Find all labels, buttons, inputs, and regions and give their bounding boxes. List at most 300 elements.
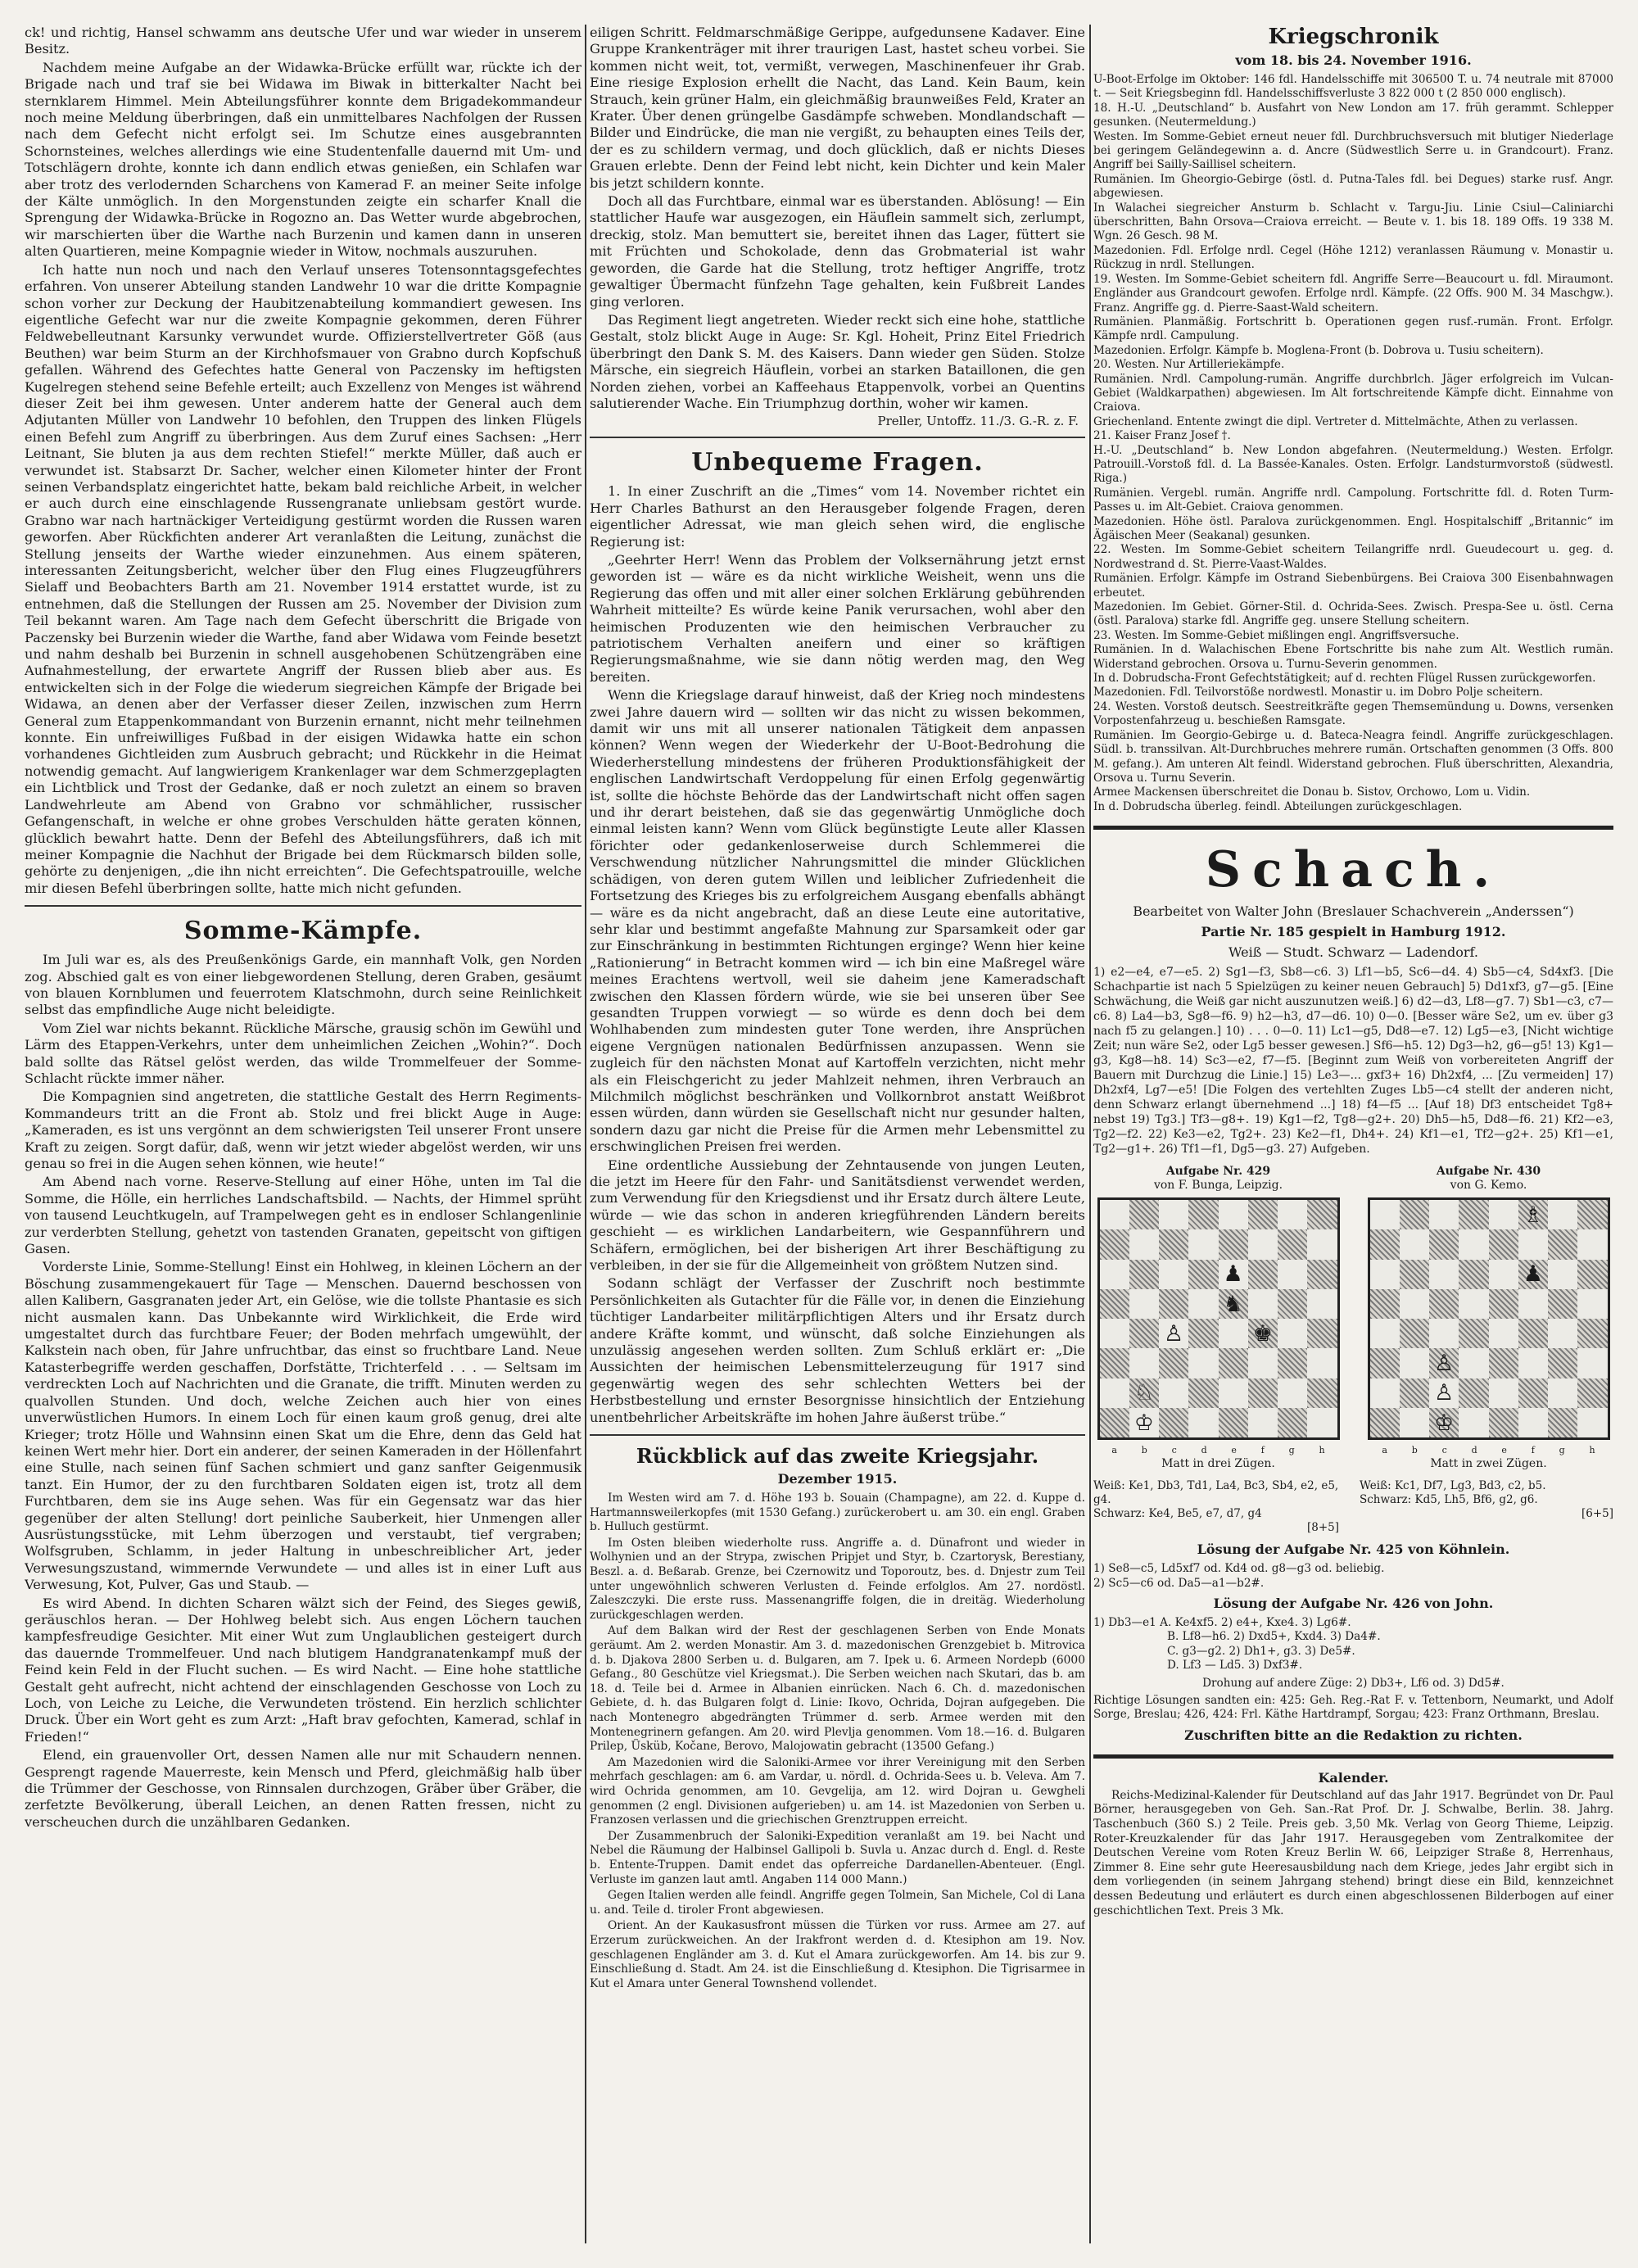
board-square — [1188, 1260, 1218, 1289]
chronicle-entry: 18. H.-U. „Deutschland“ b. Ausfahrt von New London am 17. früh gerammt. Schlepper gesunken. (Neutermeldung.) — [1093, 101, 1613, 129]
board-square — [1429, 1289, 1459, 1319]
chess-piece — [1548, 1229, 1577, 1259]
chess-piece — [1370, 1348, 1400, 1378]
chronicle-entry: Rumänien. Im Georgio-Gebirge u. d. Bateca-Neagra feindl. Angriffe zurückgeschlagen. Südl. b. transsilvan. Alt-Durchbruches mehrere rumän. Ortschaften genommen (3 Offs. 800 M. gefang.). Am unteren Alt feindl. Widerstand gebrochen. Fluß überschritten, Alexandria, Orsova u. Turnu Severin. — [1093, 728, 1613, 785]
chess-piece — [1307, 1200, 1337, 1229]
chess-piece — [1400, 1378, 1429, 1408]
problem-black: Schwarz: Ke4, Be5, e7, d7, g4 — [1093, 1507, 1262, 1521]
board-square — [1248, 1289, 1278, 1319]
chronicle-entry: Rumänien. Planmäßig. Fortschritt b. Operationen gegen rusf.-rumän. Front. Erfolgr. Kämpfe nrdl. Campulung. — [1093, 315, 1613, 343]
board-square — [1188, 1200, 1218, 1229]
paragraph: Auf dem Balkan wird der Rest der geschlagenen Serben von Ende Monats geräumt. Am 2. werden Monastir. Am 3. d. mazedonischen Grenzgebiet b. Mitrovica d. b. Djakova 2800 Serben u. d. Bulgaren, am 7. Ipek u. 6. Armeen Nordepb (6000 Gefang., 80 Geschütze viel Kriegsmat.). Die Serben weichen nach Skutari, das b. am 18. d. Teile bei d. Armee in Albanien einrücken. Nach 6. Ch. d. mazedonischen Gebiete, d. h. das Bulgaren folgt d. Linie: Ikovo, Ochrida, Dojran aufgegeben. Die nach Montenegro abgedrängten Trümmer d. serb. Armee werden mit den Montenegrinern gefangen. Am 20. wird Plevlja genommen. Vom 18.—16. d. Bulgaren Prilep, Üsküb, Kočane, Berovo, Malojowatin gebracht (13500 Gefang.) — [590, 1624, 1085, 1754]
file-label: f — [1531, 1445, 1535, 1456]
board-square — [1100, 1348, 1129, 1378]
board-square — [1370, 1229, 1400, 1259]
paragraph: Die Kompagnien sind angetreten, die stattliche Gestalt des Herrn Regiments-Kommandeurs tritt an die Front ab. Stolz und frei blickt Auge in Auge: „Kameraden, es ist uns vergönnt an dem schwierigsten Teil unserer Front unsere Kraft zu zeigen. Sorgt dafür, daß, wenn wir jetzt wieder abgelöst werden, wir uns genau so frei in die Augen sehen können, wie heute!“ — [25, 1089, 581, 1171]
board-square — [1400, 1260, 1429, 1289]
solution-line: 1) Se8—c5, Ld5xf7 od. Kd4 od. g8—g3 od. beliebig. — [1093, 1562, 1385, 1576]
board-square — [1370, 1408, 1400, 1437]
board-square — [1219, 1260, 1248, 1289]
chess-piece — [1577, 1319, 1607, 1348]
chess-piece — [1129, 1260, 1159, 1289]
board-square — [1459, 1229, 1488, 1259]
board-square — [1577, 1348, 1607, 1378]
board-square — [1219, 1200, 1248, 1229]
chess-piece — [1278, 1289, 1307, 1319]
board-files — [1100, 1443, 1337, 1457]
paragraph: Vorderste Linie, Somme-Stellung! Einst ein Hohlweg, in kleinen Löchern an der Böschung zusammengekauert für Tage — Menschen. Dauernd beschossen von allen Kalibern, Gasgranaten jeder Art, ein Gelöse, wie die tollste Phantasie es sich nicht ausmalen kann. Das Unbekannte wird Wirklichkeit, die Erde wird umgestaltet durch das furchtbare Feuer; der Boden mehrfach umgewühlt, der Kalkstein nach oben, für Jahre unfruchtbar, das einst so fruchtbare Land. Neue Katasterbegriffe werden geschaffen, Dorfstätte, Trichterfeld . . . — Seltsam im verdreckten Loch auf Nachrichten und die Granate, die trifft. Minuten werden zu qualvollen Stunden. Und doch, welche Zeichen auch hier von eines unverwüstlichen Humors. In einem Loch für einen kaum groß genug, drei alte Krieger; trotz Hölle und Wahnsinn einen Skat um die Ehre, denn das Geld hat keinen Wert mehr hier. Dort ein anderer, der seinen Kameraden in der Höllenfahrt eine Stulle, nach seinen fünf Sachen schmiert und ganz sanfter Geigenmusik tanzt. Ein Humor, der zu den furchtbaren Soldaten eigen ist, trotz all dem Furchtbaren, dem sie ins Auge sehen. Was für ein Gegensatz war das hier gegenüber der alten Stellung! dort peinliche Sauberkeit, hier Unmengen aller Ausrüstungsstücke, mit Lehm überzogen und verstaubt, tief vergraben; Wolfsgruben, Schlamm, in jeder Haltung in unbeschreiblicher Art, jeder Verwesungszustand, wimmernde Verwundete — und alles ist in einer Luft aus Verwesung, Kot, Pulver, Gas und Staub. — — [25, 1259, 581, 1593]
board-square — [1370, 1378, 1400, 1408]
chess-piece — [1307, 1289, 1337, 1319]
section-heading: Rückblick auf das zweite Kriegsjahr. — [636, 1444, 1039, 1469]
chess-piece — [1219, 1229, 1248, 1259]
board-square — [1219, 1378, 1248, 1408]
board-square — [1159, 1408, 1188, 1437]
chronicle-entry: Mazedonien. Höhe östl. Paralova zurückgenommen. Engl. Hospitalschiff „Britannic“ im Ägäischen Meer (Seakanal) gesunken. — [1093, 514, 1613, 542]
divider — [25, 905, 581, 907]
chess-piece — [1577, 1289, 1607, 1319]
file-label: g — [1288, 1445, 1295, 1456]
file-label: a — [1111, 1445, 1117, 1456]
problem-task: Matt in drei Zügen. — [1161, 1457, 1275, 1471]
board-square — [1518, 1200, 1548, 1229]
board-square — [1129, 1378, 1159, 1408]
divider — [1093, 826, 1613, 830]
chess-piece — [1400, 1348, 1429, 1378]
board-square — [1400, 1408, 1429, 1437]
chess-piece — [1400, 1289, 1429, 1319]
chess-piece — [1459, 1319, 1488, 1348]
problem-white: Weiß: Ke1, Db3, Td1, La4, Bc3, Sb4, e2, e5, g4. — [1093, 1479, 1339, 1507]
chronicle-entry: In Walachei siegreicher Ansturm b. Schlacht v. Targu-Jiu. Linie Csiul—Caliniarchi überschritten, Bahn Orsova—Craiova erreicht. — Beute v. 1. bis 18. 189 Offs. 19 338 M. Wgn. 26 Gesch. 98 M. — [1093, 201, 1613, 243]
chronicle-entry: Armee Mackensen überschreitet die Donau b. Sistov, Orchowo, Lom u. Vidin. — [1093, 785, 1531, 799]
chess-piece — [1548, 1200, 1577, 1229]
chess-piece — [1459, 1378, 1488, 1408]
board-square — [1548, 1260, 1577, 1289]
chess-piece — [1219, 1200, 1248, 1229]
chronicle-entry: Rumänien. Erfolgr. Kämpfe im Ostrand Siebenbürgens. Bei Craiova 300 Eisenbahnwagen erbeutet. — [1093, 572, 1613, 600]
contact-note: Zuschriften bitte an die Redaktion zu richten. — [1184, 1727, 1523, 1743]
board-square — [1219, 1348, 1248, 1378]
board-square — [1307, 1348, 1337, 1378]
chronicle-list — [1093, 73, 1613, 814]
board-square — [1459, 1408, 1488, 1437]
chess-piece: ♟ — [1523, 1261, 1543, 1288]
chess-piece: ♘ — [1133, 1380, 1154, 1406]
chess-piece — [1429, 1200, 1459, 1229]
problem-title: Aufgabe Nr. 429 — [1165, 1165, 1271, 1179]
chess-piece — [1100, 1289, 1129, 1319]
paragraph: eiligen Schritt. Feldmarschmäßige Gerippe, aufgedunsene Kadaver. Eine Gruppe Krankenträger mit ihrer traurigen Last, hastet scheu vorbei. Sie kommen nicht weit, tot, vermißt, verwegen, Maschinenfeuer ihr Grab. Eine riesige Explosion erhellt die Nacht, das Land. Kein Baum, kein Strauch, kein grüner Halm, ein gleichmäßig braunweißes Feld, Krater an Krater. Über denen grüngelbe Gasdämpfe schweben. Mondlandschaft — Bilder und Eindrücke, die man nie vergißt, zu behaupten eines Teils der, der es zu schildern vermag, und doch glücklich, daß er nichts Dieses Grauen erlebte. Denn der Feind lebt nicht, kein Dichter und kein Maler bis jetzt schildern konnte. — [590, 25, 1085, 191]
board-square — [1370, 1319, 1400, 1348]
paragraph: „Geehrter Herr! Wenn das Problem der Volksernährung jetzt ernst geworden ist — wäre es da nicht wirkliche Weisheit, wenn uns die Regierung das offen und mit aller einer solchen Erklärung gebührenden Wahrheit mitteilte? Es würde keine Panik verursachen, wohl aber den heimischen Produzenten wie den heimischen Verbraucher zu patriotischem Verhalten aneifern und einer so kräftigen Regierungsmaßnahme, wie sie dann nötig werden mag, den Weg bereiten. — [590, 551, 1085, 685]
board-square — [1100, 1378, 1129, 1408]
board-square — [1370, 1260, 1400, 1289]
chess-piece — [1459, 1348, 1488, 1378]
board-square — [1129, 1200, 1159, 1229]
chess-piece — [1370, 1408, 1400, 1437]
chess-piece — [1577, 1260, 1607, 1289]
board-square — [1459, 1378, 1488, 1408]
board-square — [1489, 1229, 1518, 1259]
chess-piece — [1370, 1229, 1400, 1259]
chess-piece: ♗ — [1523, 1202, 1543, 1228]
file-label: c — [1171, 1445, 1177, 1456]
section-subheading: Dezember 1915. — [777, 1471, 898, 1487]
calendar-text: Reichs-Medizinal-Kalender für Deutschland auf das Jahr 1917. Begründet von Dr. Paul Börner, herausgegeben von Geh. San.-Rat Prof. Dr. J. Schwalbe, Berlin. 38. Jahrg. Taschenbuch (360 S.) 2 Teile. Preis geb. 3,50 Mk. Verlag von Georg Thieme, Leipzig. Roter-Kreuzkalender für das Jahr 1917. Herausgegeben vom Zentralkomitee der Deutschen Vereine vom Roten Kreuz Berlin W. 66, Leipziger Straße 8, Herrenhaus, Zimmer 8. Eine sehr gute Heeresausbildung nach dem Kriege, jedes Jahr ergibt sich in dem vorliegenden (in seinem Jahrgang stehend) bringt diese ein Bild, kennzeichnet dessen Bedeutung und erläutert es durch einen abgeschlossenen Bilderbogen auf einer geschichtlichen Text. Preis 3 Mk. — [1093, 1788, 1613, 1917]
board-square — [1248, 1319, 1278, 1348]
board-square — [1489, 1319, 1518, 1348]
board-square — [1307, 1289, 1337, 1319]
chess-piece — [1429, 1289, 1459, 1319]
section-heading: Somme-Kämpfe. — [183, 917, 423, 946]
board-square — [1188, 1319, 1218, 1348]
chess-piece — [1548, 1378, 1577, 1408]
paragraph: Vom Ziel war nichts bekannt. Rückliche Märsche, grausig schön im Gewühl und Lärm des Etappen-Verkehrs, unter dem unheimlichen Zeichen „Wohin?“. Doch bald sollte das Rätsel gelöst werden, das wilde Trommelfeuer der Somme-Schlacht rückte immer näher. — [25, 1020, 581, 1086]
paragraph: Elend, ein grauenvoller Ort, dessen Namen alle nur mit Schaudern nennen. Gesprengt ragende Mauerreste, kein Mensch und Pferd, gleichmäßig halb über die Trümmer der Geschosse, von Rinnsalen durchzogen, Gräber über Gräber, die zerfetzte Bevölkerung, überall Leichen, an denen Ratten fressen, nicht zu verscheuchen durch die unzählbaren Gedanken. — [25, 1747, 581, 1830]
paragraph: Gegen Italien werden alle feindl. Angriffe gegen Tolmein, San Michele, Col di Lana u. and. Teile d. tiroler Front abgewiesen. — [590, 1889, 1085, 1917]
game-players: Weiß — Studt. Schwarz — Ladendorf. — [1228, 944, 1478, 961]
paragraph: Der Zusammenbruch der Saloniki-Expedition veranlaßt am 19. bei Nacht und Nebel die Räumung der Halbinsel Gallipoli b. Suvla u. Anzac durch d. Engl. d. Reste b. Entente-Truppen. Damit endet das opferreiche Dardanellen-Abenteuer. (Engl. Verluste im ganzen laut amtl. Angaben 114 000 Mann.) — [590, 1829, 1085, 1886]
file-label: h — [1319, 1445, 1325, 1456]
chess-piece: ♙ — [1164, 1320, 1184, 1347]
chess-piece — [1370, 1319, 1400, 1348]
chess-piece — [1307, 1260, 1337, 1289]
chess-piece — [1370, 1289, 1400, 1319]
board-square — [1188, 1408, 1218, 1437]
chessboard-429 — [1097, 1197, 1340, 1440]
board-square — [1307, 1200, 1337, 1229]
chronicle-entry: Rumänien. In d. Walachischen Ebene Fortschritte bis nahe zum Alt. Westlich rumän. Widerstand gebrochen. Orsova u. Turnu-Severin genommen. — [1093, 643, 1613, 671]
board-square — [1459, 1289, 1488, 1319]
chess-piece: ♟ — [1223, 1261, 1243, 1288]
paragraph: Am Mazedonien wird die Saloniki-Armee vor ihrer Vereinigung mit den Serben mehrfach geschlagen: am 6. am Vardar, u. nördl. d. Ochrida-Sees u. b. Veleva. Am 7. wird Ochrida genommen, am 10. Gevgelija, am 12. wird Dojran u. Gewgheli genommen (2 engl. Divisionen aufgerieben) u. am 14. ist Mazedonien von Serben u. Franzosen verlassen und die griechischen Grenztruppen erreicht. — [590, 1755, 1085, 1827]
problem-task: Matt in zwei Zügen. — [1430, 1457, 1547, 1471]
board-square — [1100, 1260, 1129, 1289]
piece-count: [8+5] — [1306, 1521, 1339, 1535]
board-square — [1159, 1200, 1188, 1229]
board-square — [1219, 1229, 1248, 1259]
chess-piece — [1489, 1289, 1518, 1319]
chess-piece — [1278, 1229, 1307, 1259]
chess-piece — [1370, 1378, 1400, 1408]
board-square — [1188, 1378, 1218, 1408]
chronicle-entry: 22. Westen. Im Somme-Gebiet scheitern Teilangriffe nrdl. Gueudecourt u. geg. d. Nordwestrand d. St. Pierre-Vaast-Waldes. — [1093, 543, 1613, 571]
chess-piece — [1429, 1319, 1459, 1348]
board-square — [1577, 1408, 1607, 1437]
chronicle-entry: Griechenland. Entente zwingt die dipl. Vertreter d. Mittelmächte, Athen zu verlassen. — [1093, 414, 1578, 428]
board-square — [1400, 1348, 1429, 1378]
board-square — [1489, 1348, 1518, 1378]
board-square — [1129, 1229, 1159, 1259]
board-square — [1159, 1260, 1188, 1289]
board-square — [1248, 1408, 1278, 1437]
chess-piece — [1518, 1289, 1548, 1319]
board-square — [1489, 1260, 1518, 1289]
chess-piece: ♞ — [1223, 1291, 1243, 1317]
board-square — [1370, 1348, 1400, 1378]
problem-author: von F. Bunga, Leipzig. — [1153, 1179, 1283, 1193]
chess-piece — [1159, 1348, 1188, 1378]
board-square — [1248, 1378, 1278, 1408]
paragraph: Eine ordentliche Aussiebung der Zehntausende von jungen Leuten, die jetzt im Heere für den Fahr- und Sanitätsdienst verwendet werden, zum Verwendung für den Kriegsdienst und ihr Ersatz durch ältere Leute, würde — wie das schon in anderen kriegführenden Ländern bereits geschieht — es wirklichen Landarbeitern, wie Gespannführern und Schäfern, ermöglichen, bei der bisherigen Art ihrer Beschäftigung zu verbleiben, in der sie für die Allgemeinheit von größtem Nutzen sind. — [590, 1157, 1085, 1274]
board-square — [1429, 1200, 1459, 1229]
chess-piece — [1518, 1229, 1548, 1259]
chronicle-entry: Westen. Im Somme-Gebiet erneut neuer fdl. Durchbruchsversuch mit blutiger Niederlage bei geringem Geländegewinn a. d. Ancre (Südwestlich Serre u. in Grandcourt). Franz. Angriff bei Sailly-Saillisel scheitern. — [1093, 129, 1613, 172]
chessboard-430 — [1368, 1197, 1610, 1440]
board-square — [1577, 1378, 1607, 1408]
board-square — [1278, 1408, 1307, 1437]
chess-piece — [1188, 1260, 1218, 1289]
chronicle-title: Kriegschronik — [1268, 25, 1439, 49]
chess-piece — [1100, 1408, 1129, 1437]
chronicle-entry: U-Boot-Erfolge im Oktober: 146 fdl. Handelsschiffe mit 306500 T. u. 74 neutrale mit 87000 t. — Seit Kriegsbeginn fdl. Handelsschiffsverluste 3 822 000 t (2 850 000 englisch). — [1093, 73, 1613, 101]
chronicle-entry: Rumänien. Im Gheorgio-Gebirge (östl. d. Putna-Tales fdl. bei Degues) starke rusf. Angr. abgewiesen. — [1093, 172, 1613, 201]
board-square — [1159, 1229, 1188, 1259]
chess-piece — [1100, 1319, 1129, 1348]
chess-piece — [1188, 1378, 1218, 1408]
chess-piece — [1188, 1200, 1218, 1229]
solution-line: C. g3—g2. 2) Dh1+, g3. 3) De5#. — [1167, 1644, 1355, 1658]
file-label: d — [1201, 1445, 1207, 1456]
paragraph: Am Abend nach vorne. Reserve-Stellung auf einer Höhe, unten im Tal die Somme, die Hölle, ein herrliches Landschaftsbild. — Nachts, der Himmel sprüht von tausend Leuchtkugeln, auf Trampelwegen geht es in endloser Schlangenlinie zur verderbten Stellung, gehetzt von tastenden Granaten, gepeitscht von giftigen Gasen. — [25, 1174, 581, 1257]
chess-piece — [1219, 1408, 1248, 1437]
board-square — [1429, 1319, 1459, 1348]
board-square — [1307, 1229, 1337, 1259]
board-square — [1307, 1378, 1337, 1408]
chess-piece — [1159, 1378, 1188, 1408]
board-square — [1159, 1289, 1188, 1319]
chess-piece — [1489, 1200, 1518, 1229]
chess-piece — [1489, 1348, 1518, 1378]
paragraph: Im Osten bleiben wiederholte russ. Angriffe a. d. Dünafront und wieder in Wolhynien und an der Strypa, zwischen Pripjet und Styr, b. Czartorysk, Berestiany, Beszl. a. d. Beßarab. Grenze, bei Czernowitz und Toporoutz, bes. d. Dnjestr zum Teil unter ungewöhnlich schweren Verlusten d. Feinde erfolglos. Am 27. nordöstl. Zaleszczyki. Die erste russ. Massenangriffe folgen, die in dreitäg. Wiederholung zurückgeschlagen werden. — [590, 1536, 1085, 1622]
board-files — [1370, 1443, 1608, 1457]
chess-piece — [1100, 1378, 1129, 1408]
board-square — [1219, 1319, 1248, 1348]
board-square — [1248, 1200, 1278, 1229]
board-square — [1248, 1348, 1278, 1378]
chess-piece — [1577, 1408, 1607, 1437]
chess-piece — [1489, 1319, 1518, 1348]
board-square — [1577, 1260, 1607, 1289]
chess-piece — [1129, 1348, 1159, 1378]
solution-line: 1) Db3—e1 A. Ke4xf5. 2) e4+, Kxe4. 3) Lg6#. — [1093, 1615, 1351, 1629]
chess-piece — [1159, 1229, 1188, 1259]
chronicle-entry: Mazedonien. Fdl. Erfolge nrdl. Cegel (Höhe 1212) veranlassen Räumung v. Monastir u. Rückzug in nrdl. Stellungen. — [1093, 243, 1613, 272]
board-square — [1248, 1260, 1278, 1289]
board-square — [1188, 1348, 1218, 1378]
board-square — [1548, 1229, 1577, 1259]
chronicle-entry: Rumänien. Nrdl. Campolung-rumän. Angriffe durchbrlch. Jäger erfolgreich im Vulcan-Gebiet (Waldkarpathen) abgewiesen. Im Alt fortschreitende Kämpfe dicht. Einnahme von Craiova. — [1093, 372, 1613, 414]
chess-piece — [1307, 1319, 1337, 1348]
chess-piece — [1459, 1200, 1488, 1229]
chess-piece — [1219, 1319, 1248, 1348]
chess-piece — [1248, 1289, 1278, 1319]
chess-piece — [1459, 1229, 1488, 1259]
chess-piece — [1278, 1319, 1307, 1348]
chess-piece — [1307, 1408, 1337, 1437]
chronicle-entry: Mazedonien. Im Gebiet. Görner-Stil. d. Ochrida-Sees. Zwisch. Prespa-See u. östl. Cerna (östl. Paralova) starke fdl. Angriffe geg. unsere Stellung scheitern. — [1093, 600, 1613, 628]
board-square — [1429, 1378, 1459, 1408]
board-square — [1400, 1289, 1429, 1319]
chess-piece — [1518, 1408, 1548, 1437]
chess-piece — [1400, 1200, 1429, 1229]
chess-piece — [1489, 1260, 1518, 1289]
divider — [1093, 1754, 1613, 1759]
file-label: f — [1260, 1445, 1265, 1456]
chess-piece — [1219, 1378, 1248, 1408]
board-square — [1400, 1200, 1429, 1229]
chess-piece — [1518, 1378, 1548, 1408]
chess-piece — [1278, 1260, 1307, 1289]
chess-title: Schach. — [1205, 841, 1502, 899]
board-square — [1129, 1319, 1159, 1348]
chronicle-entry: In d. Dobrudscha-Front Gefechtstätigkeit; auf d. rechten Flügel Russen zurückgeworfen. — [1093, 672, 1596, 686]
board-square — [1159, 1378, 1188, 1408]
board-square — [1518, 1260, 1548, 1289]
threat-line: Drohung auf andere Züge: 2) Db3+, Lf6 od. 3) Dd5#. — [1202, 1676, 1505, 1690]
chess-piece — [1159, 1408, 1188, 1437]
board-square — [1278, 1348, 1307, 1378]
chess-piece — [1159, 1200, 1188, 1229]
board-square — [1188, 1289, 1218, 1319]
chess-piece — [1489, 1408, 1518, 1437]
board-square — [1100, 1319, 1129, 1348]
file-label: a — [1382, 1445, 1387, 1456]
board-square — [1100, 1408, 1129, 1437]
chess-piece — [1188, 1289, 1218, 1319]
chess-piece — [1459, 1260, 1488, 1289]
chess-piece — [1577, 1200, 1607, 1229]
file-label: b — [1411, 1445, 1418, 1456]
board-square — [1429, 1348, 1459, 1378]
board-square — [1548, 1319, 1577, 1348]
chess-piece — [1400, 1319, 1429, 1348]
chess-piece — [1548, 1260, 1577, 1289]
board-square — [1278, 1319, 1307, 1348]
board-square — [1159, 1319, 1188, 1348]
chess-piece — [1577, 1378, 1607, 1408]
board-square — [1429, 1260, 1459, 1289]
solution-title: Lösung der Aufgabe Nr. 426 von John. — [1213, 1595, 1494, 1611]
paragraph: Sodann schlägt der Verfasser der Zuschrift noch bestimmte Persönlichkeiten als Gutachter für die Fälle vor, in denen die Einziehung tüchtiger Landarbeiter militärpflichtigen Alters und ihr Ersatz durch andere Kräfte kommt, und wünscht, daß solche Einziehungen als unzulässig angesehen werden sollten. Zum Schluß erklärt er: „Die Aussichten der heimischen Lebensmittelerzeugung für 1917 sind gegenwärtig wegen des sehr schlechten Wetters bei der Herbstbestellung und ernster Besorgnisse hinsichtlich der Entziehung unentbehrlicher Arbeitskräfte im hohen Jahre äußerst trübe.“ — [590, 1275, 1085, 1425]
board-square — [1459, 1319, 1488, 1348]
chess-piece — [1307, 1348, 1337, 1378]
chronicle-entry: 24. Westen. Vorstoß deutsch. Seestreitkräfte gegen Themsemündung u. Downs, versenken Vorpostenfahrzeug u. beschießen Ramsgate. — [1093, 699, 1613, 728]
column-rule — [1089, 25, 1091, 2243]
chess-piece — [1370, 1200, 1400, 1229]
chess-piece — [1307, 1378, 1337, 1408]
board-square — [1129, 1348, 1159, 1378]
problem-author: von G. Kemo. — [1450, 1179, 1527, 1193]
board-square — [1577, 1229, 1607, 1259]
chess-piece — [1429, 1229, 1459, 1259]
board-square — [1219, 1408, 1248, 1437]
board-square — [1489, 1408, 1518, 1437]
chronicle-entry: Rumänien. Vergebl. rumän. Angriffe nrdl. Campolung. Fortschritte fdl. d. Roten Turm-Passes u. im Alt-Gebiet. Craiova genommen. — [1093, 486, 1613, 514]
board-square — [1278, 1229, 1307, 1259]
chess-piece — [1219, 1348, 1248, 1378]
chess-piece — [1100, 1229, 1129, 1259]
paragraph: Doch all das Furchtbare, einmal war es überstanden. Ablösung! — Ein stattlicher Haufe war ausgezogen, ein Häuflein sammelt sich, zerlumpt, dreckig, stolz. Man bemuttert sie, bereitet ihnen das Lager, füttert sie mit Früchten und Schokolade, denn das Grobmaterial ist wahr geworden, die Garde hat die Stellung, trotz heftiger Angriffe, trotz gewaltiger Übermacht fünfzehn Tage gehalten, kein Fußbreit Landes ging verloren. — [590, 193, 1085, 310]
board-square — [1307, 1408, 1337, 1437]
section-heading: Unbequeme Fragen. — [691, 448, 984, 478]
chess-piece — [1248, 1348, 1278, 1378]
problem-title: Aufgabe Nr. 430 — [1436, 1165, 1541, 1179]
divider — [590, 1434, 1085, 1436]
chess-piece — [1400, 1229, 1429, 1259]
board-square — [1489, 1289, 1518, 1319]
chess-piece — [1100, 1348, 1129, 1378]
chronicle-entry: H.-U. „Deutschland“ b. New London abgefahren. (Neutermeldung.) Westen. Erfolgr. Patrouill.-Vorstoß fdl. d. La Bassée-Kanales. Osten. Erfolgr. Landsturmvorstoß (südwestl. Riga.) — [1093, 443, 1613, 486]
paragraph: Wenn die Kriegslage darauf hinweist, daß der Krieg noch mindestens zwei Jahre dauern wird — sollten wir das nicht zu wissen bekommen, damit wir uns mit all unserer nationalen Tätigkeit dem anpassen können? Wenn wegen der Wiederkehr der U-Boot-Bedrohung die Wiederherstellung mindestens der früheren Produktionsfähigkeit der englischen Landwirtschaft Verdoppelung für einen Erfolg gegenwärtig ist, sollte die höchste Behörde das der Landwirtschaft nicht offen sagen und ihr derart beistehen, daß sie das gegenwärtig Unmögliche doch einmal leisten kann? Wenn vom Glück begünstigte Leute aller Klassen förichter oder gedankenloserweise durch Schlemmerei die Verschwendung nützlicher Nahrungsmittel die minder Glücklichen schädigen, von deren gutem Willen und leiblicher Zufriedenheit die Fortsetzung des Krieges bis zu erfolgreichem Ausgang ebenfalls abhängt — wäre es da nicht angebracht, daß an diese Leute eine autoritative, sehr klar und bestimmt angefaßte Mahnung zur Sparsamkeit oder gar zur Einschränkung in bestimmten Richtungen erginge? Wenn hier keine „Rationierung“ in Betracht kommen wird — ich bin eine Maßregel wäre meines Erachtens wertvoll, weil sie daheim jene Kameradschaft zwischen den Klassen fördern würde, wie sie bei unseren über See gesandten Truppen vorwiegt — so würde es denn doch bei dem Wohlhabenden zum mindesten guter Tone werden, ihre Ansprüchen eigene Vergnügen nationalen Bedürfnissen anzupassen. Wenn sie zugleich für den nächsten Monat auf Kartoffeln verzichten, nicht mehr als ein Fleischgericht zu jeder Mahlzeit nehmen, ihren Verbrauch an Milchmilch möglichst beschränken und Vollkornbrot anstatt Weißbrot essen würden, dann würden sie Gesellschaft nicht nur gesunder halten, sondern dazu gar nicht die Preise für die Armen mehr Lebensmittel zu erschwinglichen Preisen frei werden. — [590, 687, 1085, 1155]
file-label: d — [1471, 1445, 1477, 1456]
chess-piece — [1577, 1229, 1607, 1259]
board-square — [1548, 1408, 1577, 1437]
board-square — [1159, 1348, 1188, 1378]
chess-piece — [1459, 1289, 1488, 1319]
board-square — [1459, 1260, 1488, 1289]
chronicle-entry: 21. Kaiser Franz Josef †. — [1093, 429, 1231, 443]
file-label: b — [1141, 1445, 1147, 1456]
chronicle-entry: 19. Westen. Im Somme-Gebiet scheitern fdl. Angriffe Serre—Beaucourt u. fdl. Miraumont. Engländer aus Grandcourt gewofen. Erfolge nrdl. Kämpfe. (22 Offs. 900 M. 34 Maschgw.). Franz. Angriffe gg. d. Pierre-Saast-Wald scheitern. — [1093, 272, 1613, 315]
chess-piece — [1248, 1200, 1278, 1229]
paragraph: ck! und richtig, Hansel schwamm ans deutsche Ufer und war wieder in unserem Besitz. — [25, 25, 581, 57]
calendar-title: Kalender. — [1318, 1769, 1389, 1786]
board-square — [1548, 1289, 1577, 1319]
board-square — [1219, 1289, 1248, 1319]
board-square — [1129, 1289, 1159, 1319]
board-square — [1100, 1200, 1129, 1229]
problem-429 — [1093, 1165, 1343, 1471]
chess-piece — [1400, 1408, 1429, 1437]
board-square — [1400, 1378, 1429, 1408]
chess-piece — [1100, 1200, 1129, 1229]
divider — [590, 437, 1085, 438]
chess-piece — [1307, 1229, 1337, 1259]
chess-piece — [1459, 1408, 1488, 1437]
board-square — [1518, 1229, 1548, 1259]
board-square — [1400, 1229, 1429, 1259]
board-square — [1278, 1378, 1307, 1408]
problem-white: Weiß: Kc1, Df7, Lg3, Bd3, c2, b5. — [1360, 1479, 1546, 1493]
paragraph: Im Westen wird am 7. d. Höhe 193 b. Souain (Champagne), am 22. d. Kuppe d. Hartmannsweilerkopfes (mit 1530 Gefang.) zurückerobert u. am 30. ein engl. Graben b. Hulluch gestürmt. — [590, 1492, 1085, 1534]
chess-piece — [1100, 1260, 1129, 1289]
board-square — [1489, 1378, 1518, 1408]
board-square — [1400, 1319, 1429, 1348]
board-square — [1548, 1200, 1577, 1229]
chess-piece — [1489, 1378, 1518, 1408]
chess-piece — [1248, 1378, 1278, 1408]
board-square — [1489, 1200, 1518, 1229]
chess-piece — [1248, 1408, 1278, 1437]
chess-piece — [1278, 1378, 1307, 1408]
game-moves: 1) e2—e4, e7—e5. 2) Sg1—f3, Sb8—c6. 3) Lf1—b5, Sc6—d4. 4) Sb5—c4, Sd4xf3. [Die Schachpartie ist nach 5 Spielzügen zu keiner neuen Gebrauch] 5) Dd1xf3, g7—g5. [Eine Schwächung, die Weiß gar nicht auszunutzen weiß.] 6) d2—d3, Lf8—g7. 7) Sb1—c3, c7—c6. 8) La4—b3, Sg8—f6. 9) h2—h3, d7—d6. 10) 0—0. [Besser wäre Se2, um ev. über g3 nach f5 zu gelangen.] 10) . . . 0—0. 11) Lc1—g5, Dd8—e7. 12) Lg5—e3, [Nicht wichtige Zeit; nun wäre Se2, oder Lg5 besser gewesen.] Sf6—h5. 12) Dg3—h2, g6—g5! 13) Kg1—g3, Kg8—h8. 14) Sc3—e2, f7—f5. [Beginnt zum Weiß von vorbereiteten Angriff der Bauern mit Durchzug die Linie.] 15) Le3—... gxf3+ 16) Dh2xf4, ... [Zu vermeiden] 17) Dh2xf4, Lg7—e5! [Die Folgen des vertehlten Zuges Lb5—c4 stellt der anderen nicht, denn Schwarz erlangt übernehmend ...] 18) f4—f5 ... [Auf 18) Df3 entscheidet Tg8+ nebst 19) Tg3.] Tf3—g8+. 19) Kg1—f2, Tg8—g2+. 20) Dh5—h5, Dd8—f6. 21) Kf2—e3, Tg2—f2. 22) Ke3—e2, Tg2+. 23) Ke2—f1, Dh4+. 24) Kf1—e1, Tf2—g2+. 25) Kf1—e1, Tg2—g1+. 26) Tf1—f1, Dg5—g3. 27) Aufgeben. — [1093, 966, 1613, 1157]
chess-piece — [1129, 1229, 1159, 1259]
chess-piece — [1489, 1229, 1518, 1259]
column-middle — [590, 25, 1085, 2252]
chess-piece — [1278, 1408, 1307, 1437]
chess-editor: Bearbeitet von Walter John (Breslauer Schachverein „Anderssen“) — [1133, 903, 1574, 920]
board-square — [1278, 1289, 1307, 1319]
board-square — [1278, 1260, 1307, 1289]
column-right — [1093, 25, 1613, 2252]
board-square — [1429, 1408, 1459, 1437]
file-label: g — [1559, 1445, 1565, 1456]
board-square — [1548, 1378, 1577, 1408]
board-square — [1100, 1229, 1129, 1259]
board-square — [1518, 1408, 1548, 1437]
